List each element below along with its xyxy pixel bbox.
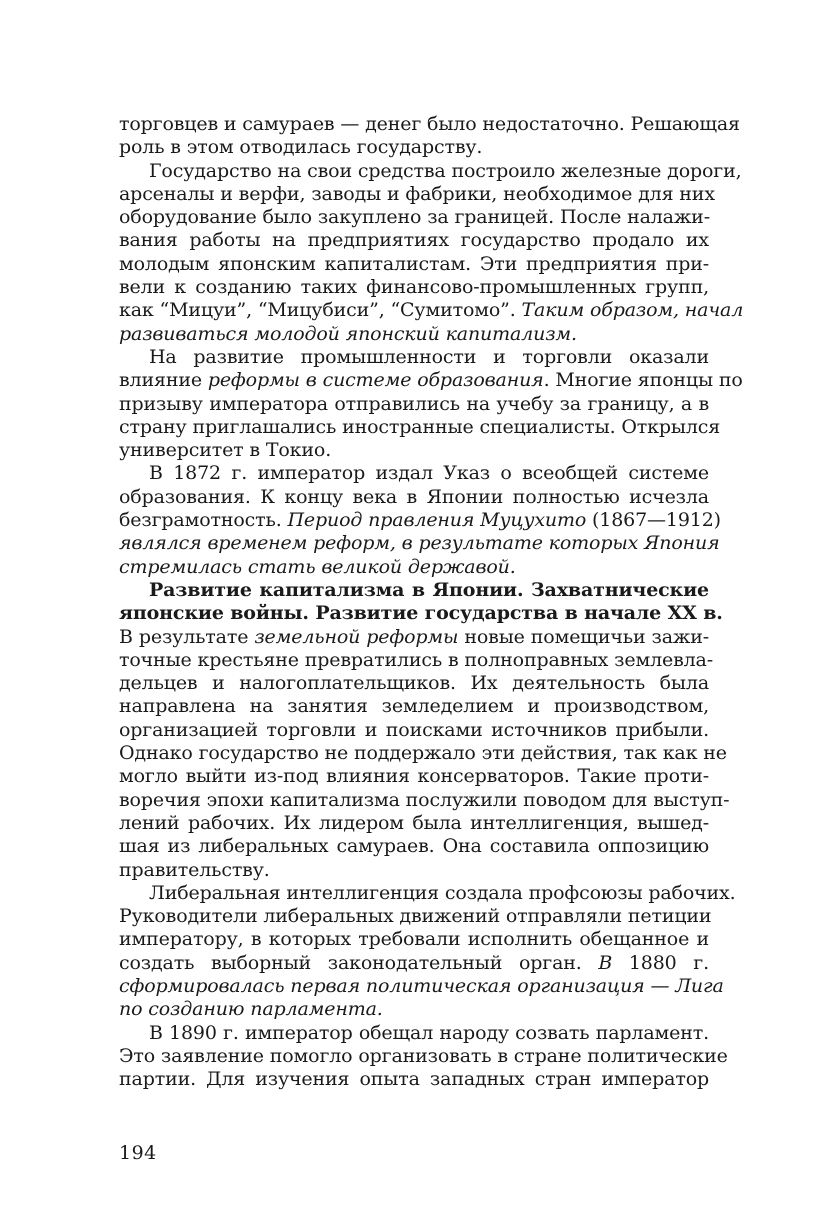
text-segment: безграмотность. [119,509,288,532]
text-segment-italic: земельной реформы [254,625,459,648]
text-line [119,182,715,206]
text-line [119,835,709,858]
text-line [119,229,709,252]
text-segment: влияние [119,369,208,392]
text-segment: На развитие промышленности и торговли оказали [149,345,709,368]
text-segment: точные крестьяне превратились в полноправных землевла- [119,648,713,671]
text-segment: шая из либеральных самураев. Она составила оппозицию [119,835,709,858]
text-line [119,719,709,742]
text-segment: направлена на занятия земледелием и производством, [119,695,709,718]
text-line [119,346,709,369]
text-line [119,1044,728,1068]
text-line [119,602,723,625]
text-segment-italic: являлся временем реформ, в результате которых Япония [119,532,720,555]
text-segment: страну приглашались иностранные специалисты. Открылся [119,415,721,438]
text-segment: вания работы на предприятиях государство продало их [119,229,709,252]
text-segment: В результате [119,625,255,648]
text-line [119,765,709,788]
page-number: 194 [119,1142,157,1164]
text-line [119,253,709,276]
text-line [119,1022,709,1045]
text-segment: роль в этом отводилась государству. [119,136,483,159]
text-line [119,159,742,183]
text-line [119,486,709,509]
text-segment-italic: стремилась стать великой державой. [119,555,516,578]
text-segment: Либеральная интеллигенция создала профсоюзы рабочих. [149,881,736,904]
text-segment: вели к созданию таких финансово-промышленных групп, [119,276,709,299]
text-segment: В 1890 г. император обещал народу созвать парламент. [149,1021,709,1044]
text-segment: призыву императора отправились на учебу за границу, а в [119,392,709,415]
text-segment: торговцев и самураев — денег было недостаточно. Решающая [119,113,740,135]
text-line [119,323,709,346]
text-line [119,136,709,159]
text-line [119,556,709,579]
text-segment: В 1872 г. император издал Указ о всеобщей системе [149,462,709,485]
text-line [119,415,721,439]
text-line [119,206,709,229]
text-line [119,695,709,718]
text-segment: как “Мицуи”, “Мицубиси”, “Сумитомо”. [119,299,522,322]
text-segment-italic: развиваться молодой японский капитализм. [119,322,577,345]
text-segment: молодым японским капиталистам. Эти предприятия при- [119,252,709,275]
text-line [119,881,736,905]
text-segment: могло выйти из-под влияния консерваторов. Такие проти- [119,765,709,788]
text-segment-italic: Период правления Муцухито [287,509,587,532]
text-segment-italic: по созданию парламента. [119,998,383,1021]
text-segment: императору, в которых требовали исполнить обещанное и [119,928,709,951]
text-line [119,113,740,136]
text-segment: Руководители либеральных движений отправляли петиции [119,905,712,928]
text-segment: новые помещичьи зажи- [458,625,709,648]
text-line [119,905,712,928]
text-segment: Это заявление помогло организовать в стране политические [119,1044,728,1067]
text-segment: создать выборный законодательный орган. [119,951,599,974]
text-line [119,998,709,1021]
text-segment: 1880 г. [612,951,709,974]
text-segment: организацией торговли и поисками источников прибыли. [119,718,709,741]
text-line [119,299,744,322]
text-segment: лений рабочих. Их лидером была интеллигенция, вышед- [119,811,709,834]
text-line [119,462,709,485]
text-segment: университет в Токио. [119,439,332,462]
text-line [119,742,727,765]
text-segment: Однако государство не поддержало эти действия, так как не [119,742,727,765]
text-segment: арсеналы и верфи, заводы и фабрики, необходимое для них [119,182,715,205]
text-line [119,672,709,695]
text-line [119,812,709,835]
text-segment: воречия эпохи капитализма послужили поводом для выступ- [119,788,730,811]
text-segment: образования. К концу века в Японии полностью исчезла [119,485,709,508]
text-line [119,369,743,392]
text-line [119,626,709,649]
text-line [119,532,720,555]
text-line [119,928,709,951]
text-line [119,276,709,299]
text-line [119,509,721,532]
text-line [119,952,709,975]
text-segment: партии. Для изучения опыта западных стран император [119,1068,709,1091]
text-line [119,974,724,998]
text-line [119,439,709,462]
page-body [119,113,744,1091]
text-segment-italic: реформы в системе образования [207,369,544,392]
text-segment: дельцев и налогоплательщиков. Их деятельность была [119,672,709,695]
text-line [119,579,709,602]
text-segment-bold: Развитие капитализма в Японии. Захватнические [149,578,709,601]
text-segment: оборудование было закуплено за границей. После налажи- [119,206,710,229]
text-line [119,393,709,416]
text-line [119,1068,709,1091]
text-segment-italic: Таким образом, начал [521,299,744,322]
text-segment-bold: японские войны. Развитие государства в начале XX в. [119,602,723,625]
text-line [119,788,730,812]
text-segment: (1867—1912) [586,509,721,532]
text-segment-italic: В [598,951,613,974]
text-segment: . Многие японцы по [543,369,743,392]
text-segment-italic: сформировалась первая политическая организация — Лига [119,974,724,997]
text-segment: правительству. [119,858,270,881]
text-segment: Государство на свои средства построило железные дороги, [149,159,742,182]
text-line [119,859,709,882]
text-line [119,648,713,672]
